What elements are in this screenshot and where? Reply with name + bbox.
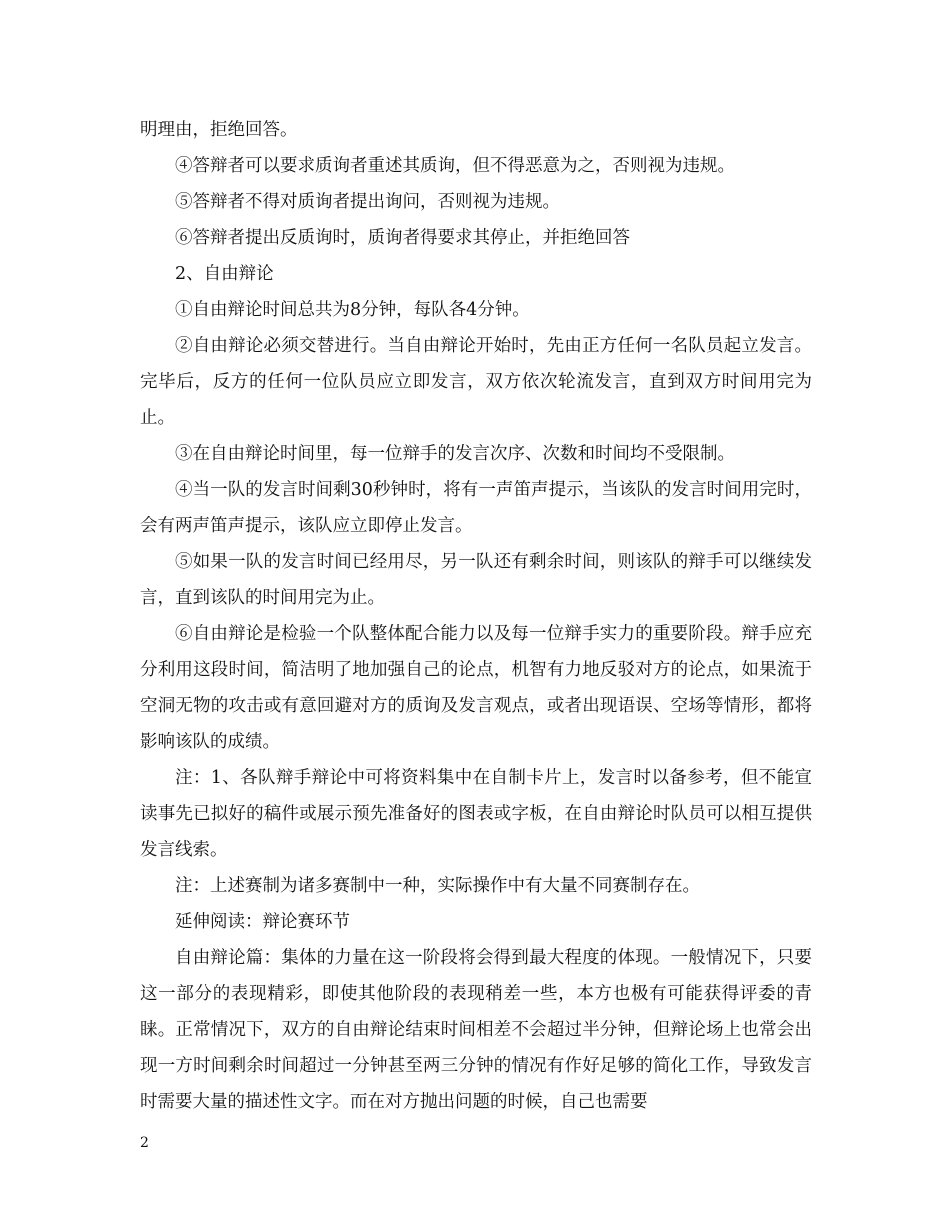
paragraph: ②自由辩论必须交替进行。当自由辩论开始时，先由正方任何一名队员起立发言。完毕后，反方的任何一位队员应立即发言，双方依次轮流发言，直到双方时间用完为止。 <box>140 336 812 428</box>
section-heading: 延伸阅读：辩论赛环节 <box>175 912 350 932</box>
paragraph: ④答辩者可以要求质询者重述其质询，但不得恶意为之，否则视为违规。 <box>175 156 735 176</box>
section-heading: 2、自由辩论 <box>175 264 274 284</box>
paragraph: ③在自由辩论时间里，每一位辩手的发言次序、次数和时间均不受限制。 <box>175 444 735 464</box>
note-paragraph: 注：1、各队辩手辩论中可将资料集中在自制卡片上，发言时以备参考，但不能宣读事先已拟好的稿件或展示预先准备好的图表或字板，在自由辩论时队员可以相互提供发言线索。 <box>140 768 812 860</box>
paragraph: ①自由辩论时间总共为8分钟，每队各4分钟。 <box>175 300 530 320</box>
paragraph: 自由辩论篇：集体的力量在这一阶段将会得到最大程度的体现。一般情况下，只要这一部分的表现精彩，即使其他阶段的表现稍差一些，本方也极有可能获得评委的青睐。正常情况下，双方的自由辩论结束时间相差不会超过半分钟，但辩论场上也常会出现一方时间剩余时间超过一分钟甚至两三分钟的情况有作好足够的简化工作，导致发言时需要大量的描述性文字。而在对方抛出问题的时候，自己也需要 <box>140 948 812 1112</box>
paragraph: 明理由，拒绝回答。 <box>140 120 298 140</box>
paragraph: ⑤如果一队的发言时间已经用尽，另一队还有剩余时间，则该队的辩手可以继续发言，直到该队的时间用完为止。 <box>140 552 812 608</box>
paragraph: ⑥自由辩论是检验一个队整体配合能力以及每一位辩手实力的重要阶段。辩手应充分利用这段时间，简洁明了地加强自己的论点，机智有力地反驳对方的论点，如果流于空洞无物的攻击或有意回避对方的质询及发言观点，或者出现语误、空场等情形，都将影响该队的成绩。 <box>140 624 812 752</box>
document-body <box>140 112 812 1120</box>
paragraph: ⑤答辩者不得对质询者提出询问，否则视为违规。 <box>175 192 560 212</box>
page-number: 2 <box>140 1135 149 1151</box>
paragraph: ④当一队的发言时间剩30秒钟时，将有一声笛声提示，当该队的发言时间用完时，会有两声笛声提示，该队应立即停止发言。 <box>140 480 812 536</box>
note-paragraph: 注：上述赛制为诸多赛制中一种，实际操作中有大量不同赛制存在。 <box>175 876 700 896</box>
paragraph: ⑥答辩者提出反质询时，质询者得要求其停止，并拒绝回答 <box>175 228 630 248</box>
